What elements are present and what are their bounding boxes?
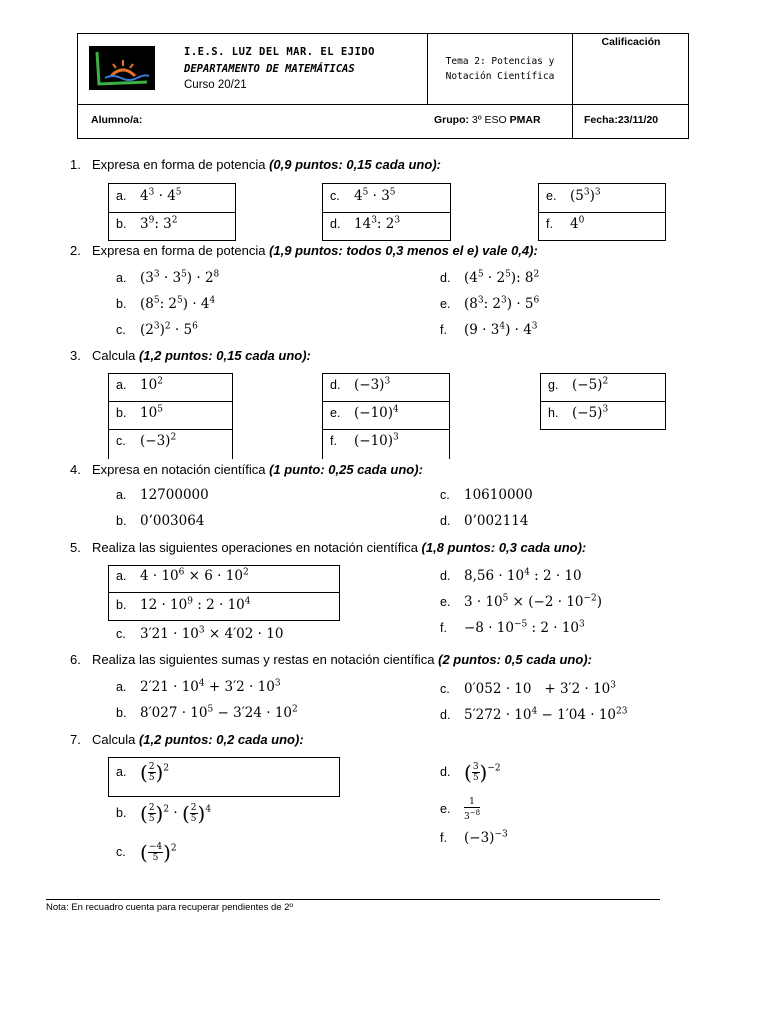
q5-item-b: b. $12 \cdot 10^9$ : $2 \cdot 10^4$: [116, 596, 251, 613]
q7-item-f: f. $(-3)^{-3}$: [440, 829, 508, 846]
q1-item-a: a. $4^3 \cdot 4^5$: [116, 187, 182, 204]
q7-item-d: d. ( $\frac{3}{5}$ )$^{-2}$: [440, 760, 501, 784]
q7-item-a: a. ( $\frac{2}{5}$ )$^2$: [116, 760, 170, 784]
department-name: DEPARTAMENTO DE MATEMÁTICAS: [184, 63, 355, 75]
q2-item-b: b. ($8^5$: $2^5) \cdot 4^4$: [116, 295, 216, 312]
q5-item-a: a. $4 \cdot 10^6 \times 6 \cdot 10^2$: [116, 567, 249, 584]
q1-item-b: b. $3^9$: $3^2$: [116, 215, 178, 232]
question-3: 3. Calcula (1,2 puntos: 0,15 cada uno):: [70, 348, 311, 363]
q3-item-b: b. $10^5$: [116, 404, 163, 421]
question-7: 7. Calcula (1,2 puntos: 0,2 cada uno):: [70, 732, 304, 747]
exam-header: [77, 33, 689, 139]
topic-title: Tema 2: Potencias y Notación Científica: [445, 56, 555, 82]
q6-item-d: d. $5'272 \cdot 10^4 - 1'04 \cdot 10^{23}$: [440, 706, 628, 723]
q3-item-d: d. $(-3)^3$: [330, 376, 391, 393]
q5-item-d: d. $8,56 \cdot 10^4$ : 2 · 10: [440, 567, 582, 584]
q2-item-e: e. ($8^3$: $2^3) \cdot 5^6$: [440, 295, 540, 312]
q7-item-c: c. ( $\frac{-4}{5}$ )$^2$: [116, 840, 177, 864]
q2-item-f: f. $(9 \cdot 3^4) \cdot 4^3$: [440, 321, 538, 338]
question-5: 5. Realiza las siguientes operaciones en notación científica (1,8 puntos: 0,3 cada uno):: [70, 540, 587, 555]
question-1: 1. Expresa en forma de potencia (0,9 puntos: 0,15 cada uno):: [70, 157, 441, 172]
group-field: Grupo: 3º ESO PMAR: [434, 114, 541, 126]
question-6: 6. Realiza las siguientes sumas y restas en notación científica (2 puntos: 0,5 cada uno):: [70, 652, 592, 667]
footnote: Nota: En recuadro cuenta para recuperar pendientes de 2º: [46, 902, 293, 913]
q6-item-a: a. $2'21 \cdot 10^4 + 3'2 \cdot 10^3$: [116, 678, 281, 695]
q3-item-f: f. $(-10)^3$: [330, 432, 399, 449]
school-logo: [89, 46, 155, 90]
q1-item-c: c. $4^5 \cdot 3^5$: [330, 187, 396, 204]
student-label: Alumno/a:: [91, 114, 143, 126]
question-2: 2. Expresa en forma de potencia (1,9 puntos: todos 0,3 menos el e) vale 0,4):: [70, 243, 538, 258]
q1-item-d: d. $14^3$: $2^3$: [330, 215, 401, 232]
q3-item-g: g. $(-5)^2$: [548, 376, 609, 393]
q7-item-b: b. ( $\frac{2}{5}$ )$^2$ · ( $\frac{2}{5}$ )$^4$: [116, 801, 212, 825]
q6-item-b: b. $8'027 \cdot 10^5 - 3'24 \cdot 10^2$: [116, 704, 298, 721]
q3-item-e: e. $(-10)^4$: [330, 404, 399, 421]
grade-label: Calificación: [601, 36, 661, 48]
q5-item-f: f. $-8 \cdot 10^{-5}$ : $2 \cdot 10^3$: [440, 619, 585, 636]
school-name: I.E.S. LUZ DEL MAR. EL EJIDO: [184, 46, 376, 58]
question-4: 4. Expresa en notación científica (1 punto: 0,25 cada uno):: [70, 462, 423, 477]
q2-item-d: d. $(4^5 \cdot 2^5)$: $8^2$: [440, 269, 540, 286]
q3-item-h: h. $(-5)^3$: [548, 404, 609, 421]
q1-item-f: f. $4^0$: [546, 215, 585, 232]
q4-item-c: c. 10610000: [440, 487, 533, 503]
date-field: Fecha:23/11/20: [584, 114, 659, 126]
footnote-divider: [46, 899, 660, 900]
q5-item-c: c. $3'21 \cdot 10^3 \times 4'02 \cdot 10$: [116, 625, 284, 642]
q5-item-e: e. $3 \cdot 10^5 \times (-2 \cdot 10^{-2})$: [440, 593, 603, 610]
q4-item-b: b. 0’003064: [116, 513, 205, 529]
q4-item-d: d. 0’002114: [440, 513, 529, 529]
q4-item-a: a. 12700000: [116, 487, 209, 503]
q2-item-c: c. $(2^3)^2 \cdot 5^6$: [116, 321, 198, 338]
q6-item-c: c. $0'052 \cdot 10 + 3'2 \cdot 10^3$: [440, 680, 616, 697]
q7-item-e: e. $\frac{1}{3^{-8}}$: [440, 797, 481, 822]
q3-item-a: a. $10^2$: [116, 376, 163, 393]
course-year: Curso 20/21: [184, 79, 247, 91]
q2-item-a: a. $(3^3 \cdot 3^5) \cdot 2^8$: [116, 269, 220, 286]
q3-item-c: c. $(-3)^2$: [116, 432, 177, 449]
q1-item-e: e. $(5^3)^3$: [546, 187, 601, 204]
